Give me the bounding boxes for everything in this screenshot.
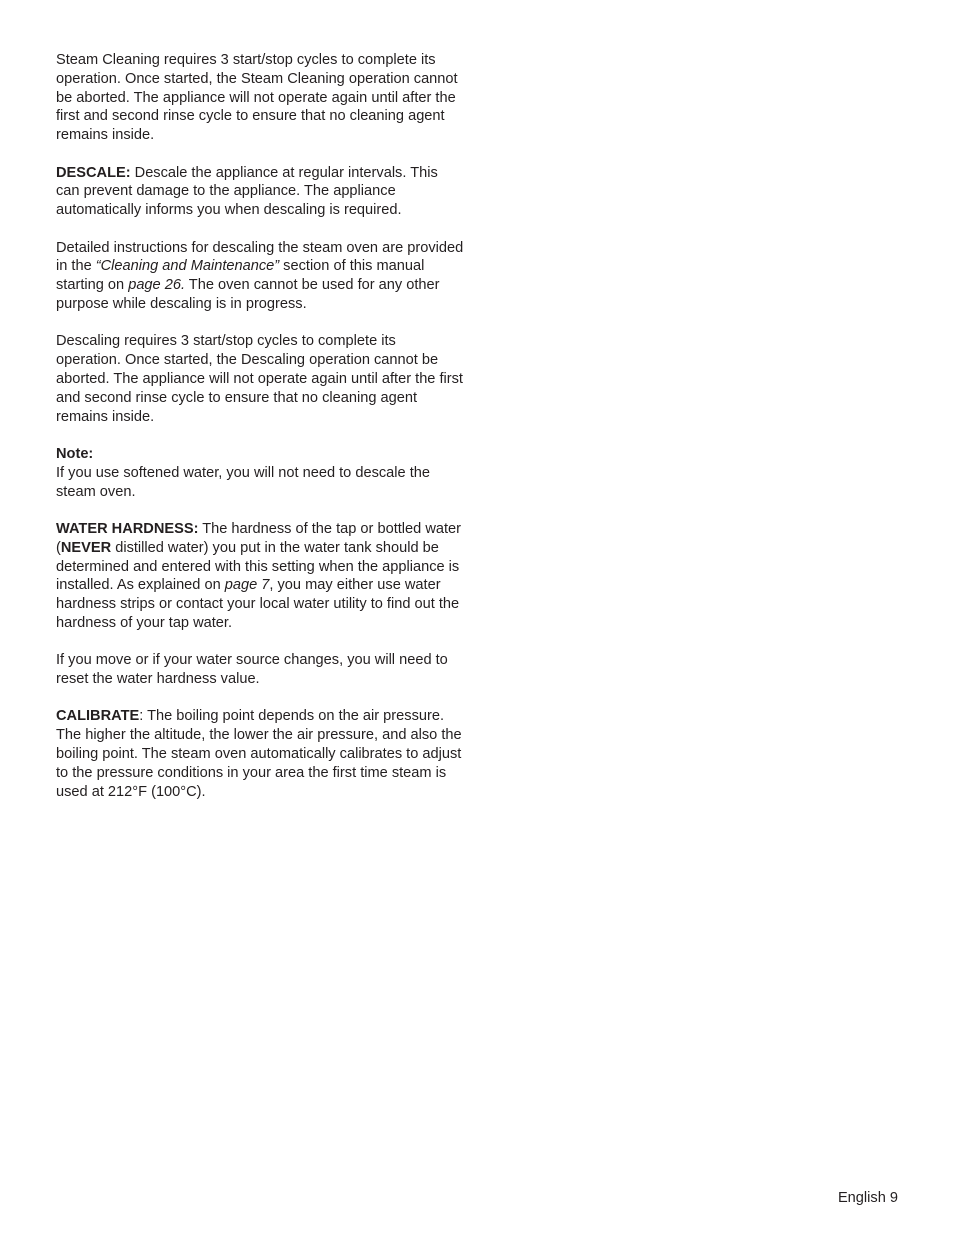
calibrate-text: : The boiling point depends on the air pressure. The higher the altitude, the lower the air pressure, and also the boiling point. The steam oven automatically calibrates to adjust to the pressure conditions in your area the first time steam is used at 212°F (100°C).	[56, 708, 462, 800]
water-hardness-paragraph	[56, 520, 464, 633]
steam-cleaning-paragraph	[56, 51, 464, 145]
descale-text: Descale the appliance at regular intervals. This can prevent damage to the appliance. The appliance automatically informs you when descaling is required.	[56, 164, 438, 219]
page-footer: English 9	[837, 1190, 898, 1206]
calibrate-paragraph	[56, 707, 464, 801]
water-hardness-text-3: , you may either use water hardness strips or contact your local water utility to find out the hardness of your tap water.	[56, 577, 460, 631]
descale-instructions-paragraph	[56, 239, 464, 314]
descale-instructions-text-3: The oven cannot be used for any other purpose while descaling is in progress.	[56, 277, 440, 312]
note-text: If you use softened water, you will not need to descale the steam oven.	[56, 464, 431, 500]
page-7-ref: page 7	[224, 577, 270, 594]
page-26-ref: page 26.	[128, 277, 186, 294]
never-emphasis: NEVER	[60, 539, 112, 556]
water-hardness-text-1: The hardness of the tap or bottled water (	[56, 520, 462, 556]
water-source-paragraph	[56, 651, 464, 689]
descale-paragraph	[56, 164, 464, 220]
cleaning-maintenance-section-ref: “Cleaning and Maintenance”	[95, 258, 280, 275]
note-label: Note:	[56, 445, 94, 462]
steam-cleaning-text: Steam Cleaning requires 3 start/stop cycles to complete its operation. Once started, the Steam Cleaning operation cannot be aborted. The appliance will not operate again until after the first and second rinse cycle to ensure that no cleaning agent remains inside.	[56, 52, 458, 144]
descale-label: DESCALE:	[56, 164, 131, 181]
descaling-cycles-text: Descaling requires 3 start/stop cycles to complete its operation. Once started, the Descaling operation cannot be aborted. The appliance will not operate again until after the first and second rinse cycle to ensure that no cleaning agent remains inside.	[56, 333, 463, 425]
calibrate-label: CALIBRATE	[56, 708, 140, 725]
water-hardness-text-2: distilled water) you put in the water tank should be determined and entered with this setting when the appliance is installed. As explained on	[56, 539, 460, 594]
descaling-cycles-paragraph	[56, 332, 464, 426]
text-column	[56, 51, 464, 820]
water-hardness-label: WATER HARDNESS:	[56, 520, 199, 537]
water-source-text: If you move or if your water source changes, you will need to reset the water hardness value.	[56, 652, 448, 688]
note-paragraph	[56, 445, 464, 501]
descale-instructions-text-1: Detailed instructions for descaling the steam oven are provided in the	[56, 239, 464, 275]
descale-instructions-text-2: section of this manual starting on	[56, 258, 425, 294]
